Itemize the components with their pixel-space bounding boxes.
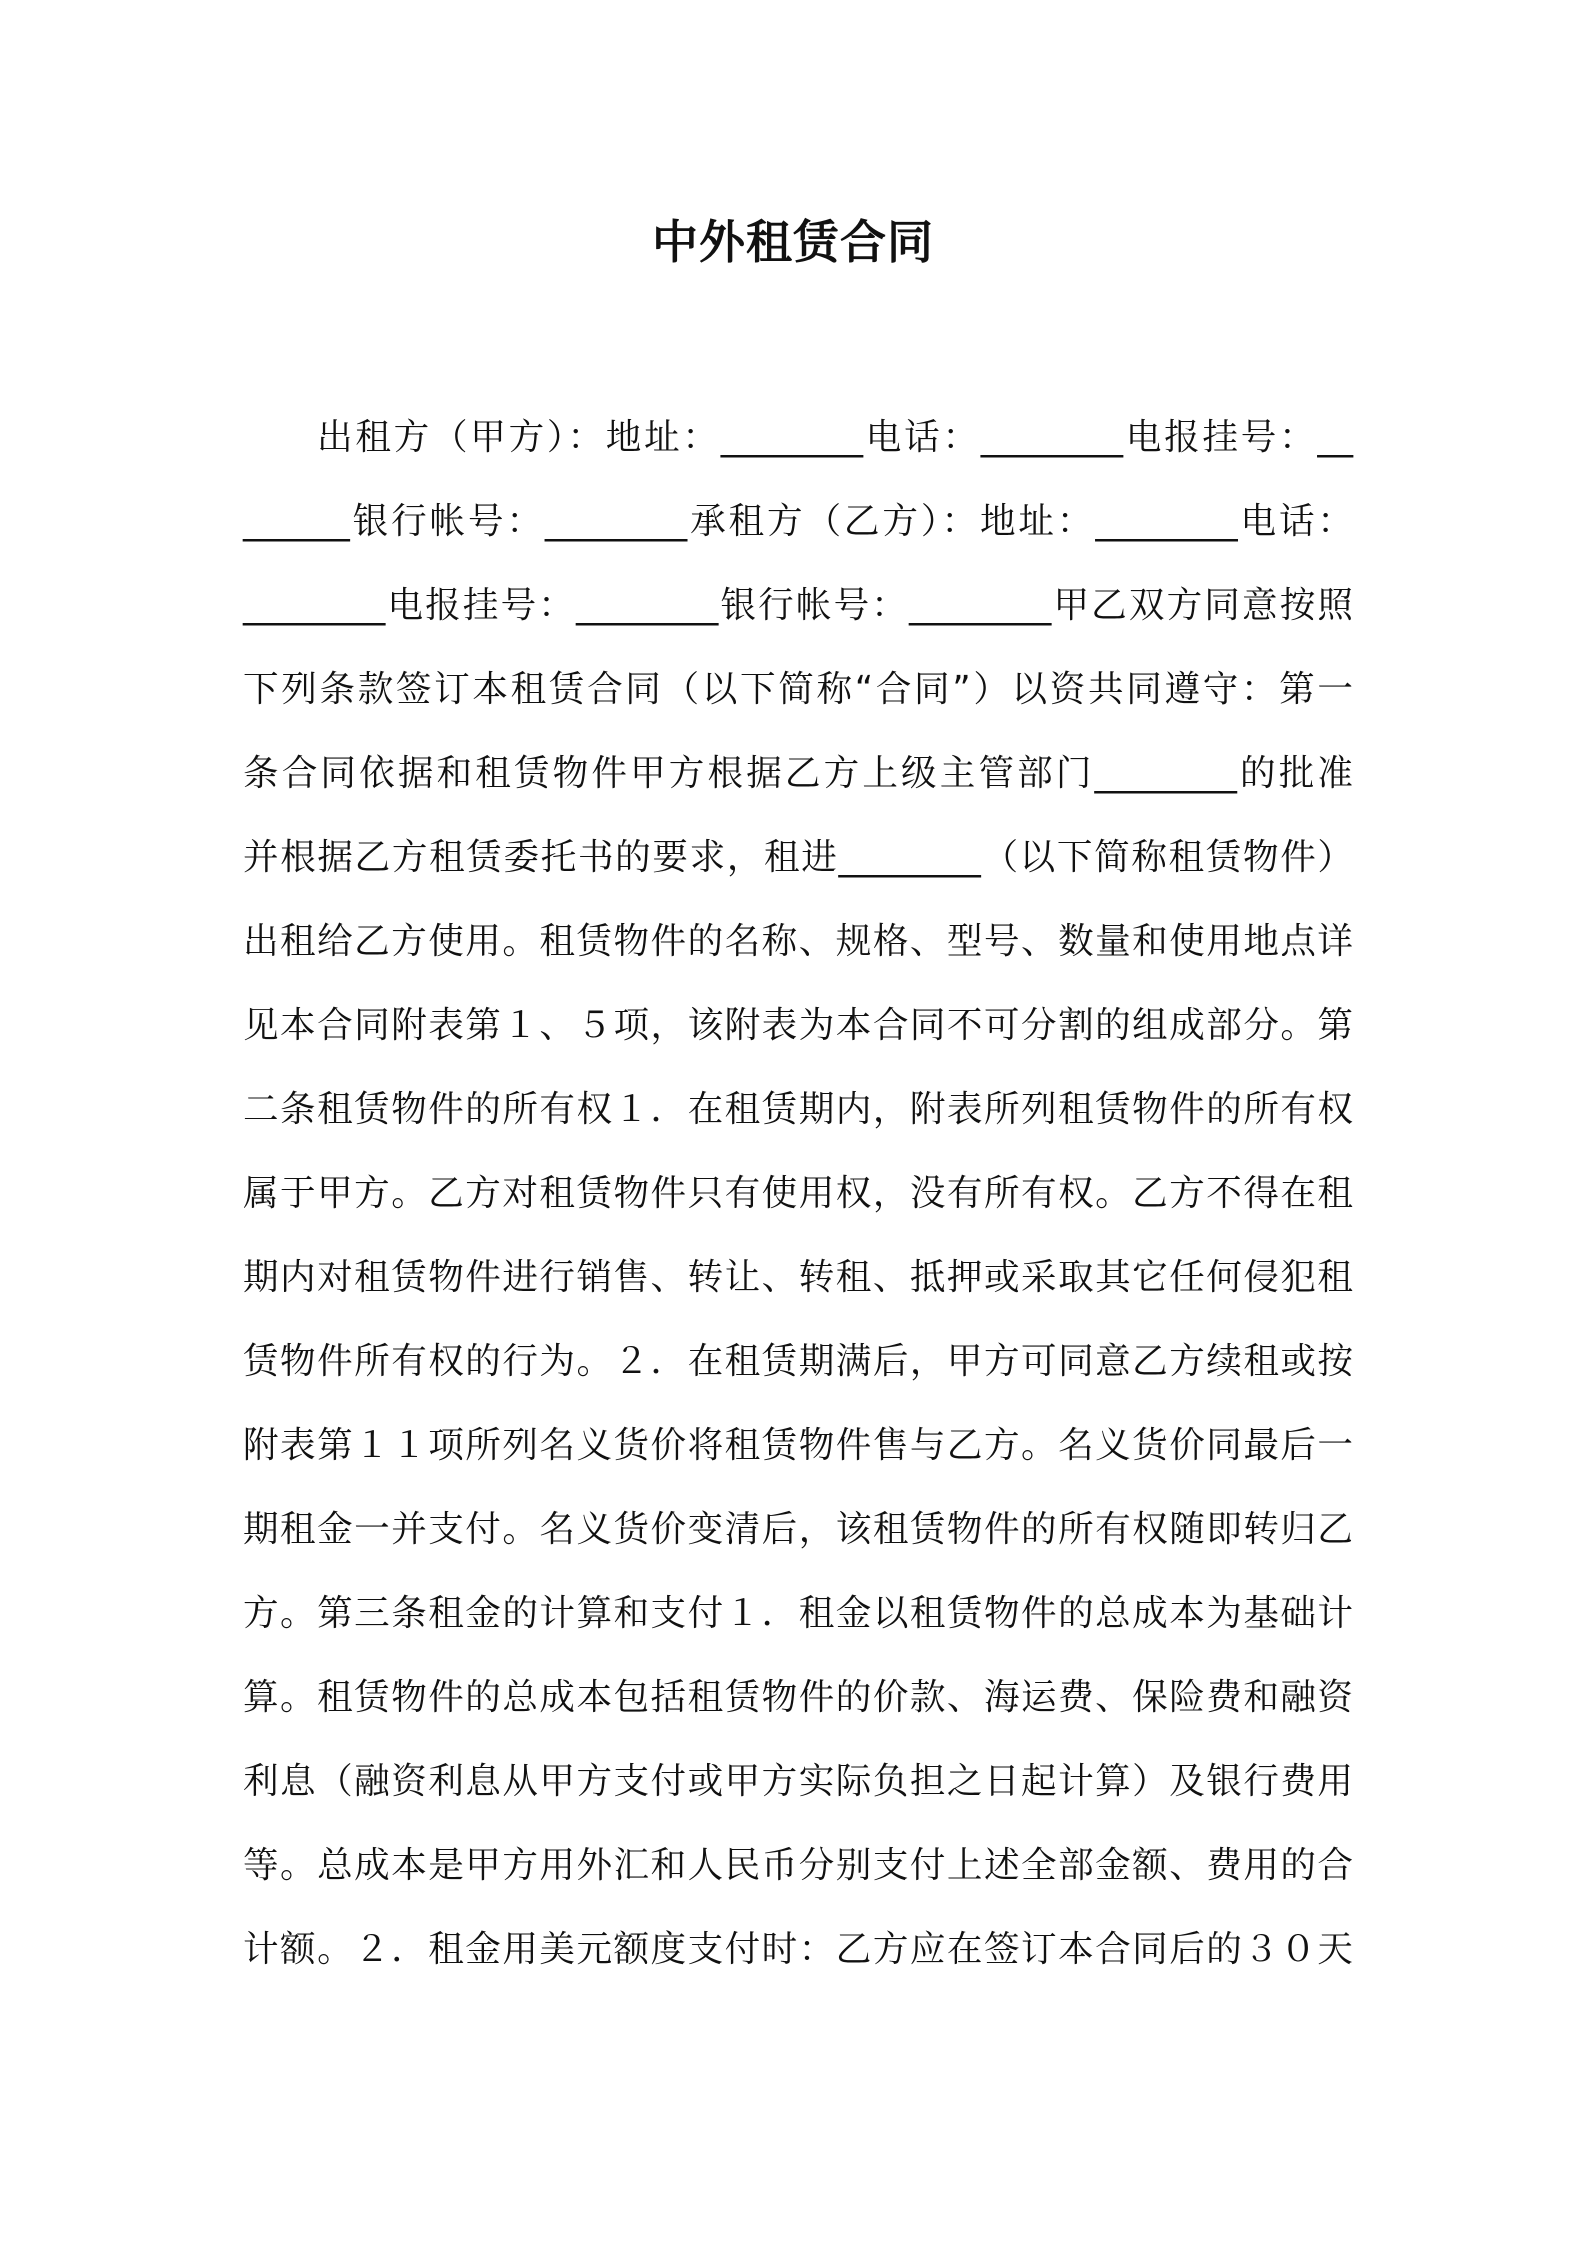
body-line-4: 下列条款签订本租赁合同（以下简称“合同”）以资共同遵守：第一 (243, 669, 1353, 710)
body-line-19: 计额。２．租金用美元额度支付时：乙方应在签订本合同后的３０天 (243, 1929, 1353, 1970)
body-line-10: 属于甲方。乙方对租赁物件只有使用权，没有所有权。乙方不得在租 (243, 1173, 1353, 1214)
body-line-7: 出租给乙方使用。租赁物件的名称、规格、型号、数量和使用地点详 (243, 921, 1353, 962)
document-body (243, 409, 1353, 2005)
body-line-6: 并根据乙方租赁委托书的要求，租进________（以下简称租赁物件） (243, 837, 1353, 878)
body-line-15: 方。第三条租金的计算和支付１．租金以租赁物件的总成本为基础计 (243, 1593, 1353, 1634)
body-line-9: 二条租赁物件的所有权１．在租赁期内，附表所列租赁物件的所有权 (243, 1089, 1353, 1130)
body-line-11: 期内对租赁物件进行销售、转让、转租、抵押或采取其它任何侵犯租 (243, 1257, 1353, 1298)
body-line-16: 算。租赁物件的总成本包括租赁物件的价款、海运费、保险费和融资 (243, 1677, 1353, 1718)
body-line-17: 利息（融资利息从甲方支付或甲方实际负担之日起计算）及银行费用 (243, 1761, 1353, 1802)
body-line-12: 赁物件所有权的行为。２．在租赁期满后，甲方可同意乙方续租或按 (243, 1341, 1353, 1382)
body-line-14: 期租金一并支付。名义货价变清后，该租赁物件的所有权随即转归乙 (243, 1509, 1353, 1550)
body-line-13: 附表第１１项所列名义货价将租赁物件售与乙方。名义货价同最后一 (243, 1425, 1353, 1466)
body-line-1: 出租方（甲方）：地址：________电话：________电报挂号：__ (317, 417, 1353, 458)
body-line-18: 等。总成本是甲方用外汇和人民币分别支付上述全部金额、费用的合 (243, 1845, 1353, 1886)
body-line-2: ______银行帐号：________承租方（乙方）：地址：________电话： (243, 501, 1353, 542)
body-line-3: ________电报挂号：________银行帐号：________甲乙双方同意按照 (243, 585, 1353, 626)
document-title: 中外租赁合同 (652, 215, 934, 269)
body-line-5: 条合同依据和租赁物件甲方根据乙方上级主管部门________的批准 (243, 753, 1353, 794)
body-line-8: 见本合同附表第１、５项，该附表为本合同不可分割的组成部分。第 (243, 1005, 1353, 1046)
